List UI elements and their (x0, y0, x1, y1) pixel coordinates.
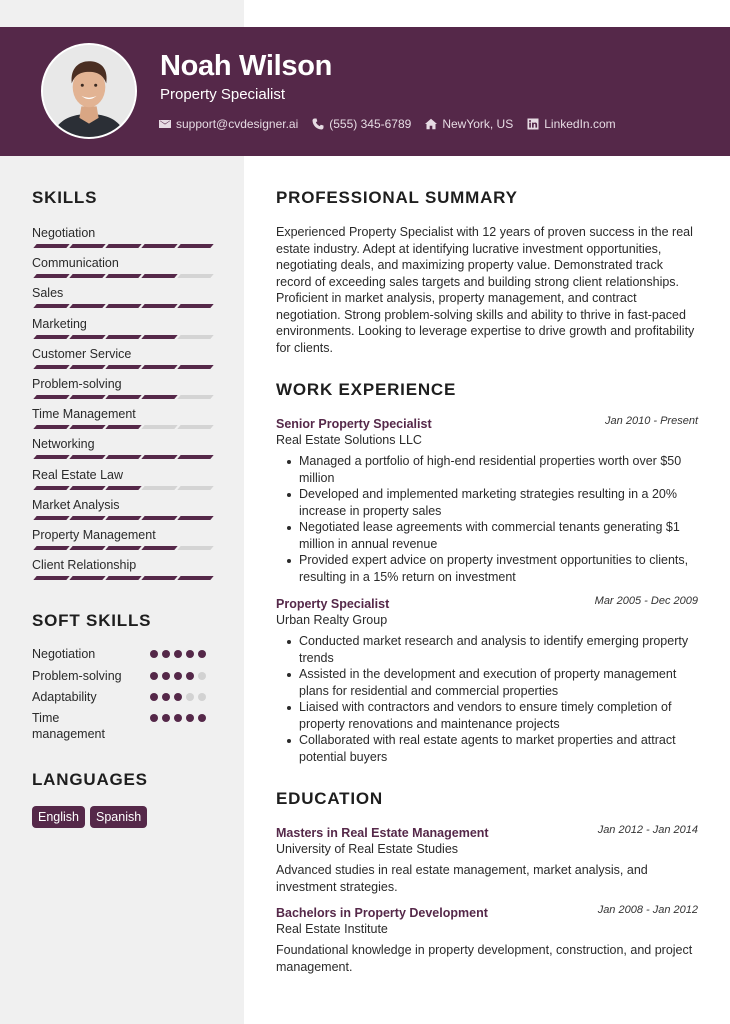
degree-title: Bachelors in Property Development (276, 906, 488, 920)
skill-level-segment (177, 425, 213, 429)
skill-level-bar (32, 486, 212, 490)
job-bullet: Collaborated with real estate agents to market properties and attract potential buyers (284, 732, 699, 765)
skill-level-segment (33, 244, 69, 248)
skill-level-segment (141, 335, 177, 339)
skill-level-bar (32, 304, 212, 308)
skill-level-segment (141, 516, 177, 520)
skill-level-segment (33, 395, 69, 399)
rating-dot (162, 650, 170, 658)
candidate-name: Noah Wilson (160, 50, 333, 82)
skill-level-segment (69, 365, 105, 369)
skill-item (32, 346, 212, 362)
skill-level-segment (69, 274, 105, 278)
rating-dot (150, 650, 158, 658)
language-badge: Spanish (90, 806, 147, 828)
skill-level-segment (105, 546, 141, 550)
skill-level-segment (33, 486, 69, 490)
degree-date: Jan 2008 - Jan 2012 (597, 904, 698, 916)
rating-dot (162, 672, 170, 680)
home-icon (425, 118, 437, 130)
skill-name: Time Management (32, 407, 136, 422)
rating-dot (186, 650, 194, 658)
skill-level-bar (32, 425, 212, 429)
skill-item (32, 406, 212, 422)
skill-level-segment (105, 395, 141, 399)
rating-dot (174, 650, 182, 658)
contact-email[interactable] (159, 117, 298, 131)
job-date: Mar 2005 - Dec 2009 (594, 595, 698, 607)
skill-level-segment (177, 274, 213, 278)
rating-dot (150, 693, 158, 701)
skill-name: Customer Service (32, 346, 132, 361)
degree-date: Jan 2012 - Jan 2014 (597, 824, 698, 836)
skill-name: Negotiation (32, 226, 96, 240)
skill-level-segment (105, 244, 141, 248)
job-bullet: Assisted in the development and execution of property management plans for residential and commercial properties (284, 666, 699, 699)
rating-dot (174, 714, 182, 722)
skill-level-bar (32, 365, 212, 369)
skill-level-segment (105, 455, 141, 459)
skill-level-segment (177, 395, 213, 399)
skill-level-segment (141, 395, 177, 399)
soft-skill-item (32, 689, 212, 705)
skill-level-segment (177, 335, 213, 339)
skill-name: Client Relationship (32, 558, 137, 573)
skill-level-segment (105, 425, 141, 429)
contact-location (425, 117, 513, 131)
candidate-role: Property Specialist (160, 86, 286, 103)
skill-level-segment (141, 546, 177, 550)
rating-dot (198, 693, 206, 701)
languages-list (32, 806, 152, 828)
skill-item (32, 225, 212, 241)
skill-level-segment (177, 516, 213, 520)
experience-heading: WORK EXPERIENCE (276, 380, 457, 399)
job-bullet: Developed and implemented marketing strategies resulting in a 20% increase in property sales (284, 486, 699, 519)
contact-email-text: support@cvdesigner.ai (176, 117, 299, 131)
rating-dot (150, 672, 158, 680)
degree-title: Masters in Real Estate Management (276, 826, 489, 840)
skill-item (32, 436, 212, 452)
skill-item (32, 557, 212, 573)
soft-skills-heading: SOFT SKILLS (32, 611, 152, 630)
rating-dot (198, 714, 206, 722)
skill-level-segment (141, 365, 177, 369)
skill-name: Real Estate Law (32, 467, 124, 482)
job-date: Jan 2010 - Present (605, 415, 698, 427)
skill-level-segment (33, 576, 69, 580)
skill-level-segment (69, 516, 105, 520)
skill-level-segment (69, 304, 105, 308)
soft-skill-item (32, 710, 212, 742)
envelope-icon (159, 118, 171, 130)
skill-level-segment (33, 335, 69, 339)
skill-level-segment (33, 304, 69, 308)
job-bullet: Conducted market research and analysis to identify emerging property trends (284, 633, 699, 666)
rating-dot (186, 714, 194, 722)
skill-level-segment (33, 546, 69, 550)
skill-level-segment (177, 365, 213, 369)
skill-level-segment (105, 335, 141, 339)
skill-level-segment (105, 365, 141, 369)
soft-skill-name: Adaptability (32, 690, 97, 704)
rating-dot (162, 693, 170, 701)
skill-name: Problem-solving (32, 377, 122, 391)
soft-skill-name: Problem-solving (32, 669, 122, 683)
skill-level-segment (69, 546, 105, 550)
rating-dot (174, 693, 182, 701)
contact-phone[interactable] (312, 117, 411, 131)
skill-level-segment (105, 576, 141, 580)
degree-description: Advanced studies in real estate management, market analysis, and investment strategies. (276, 863, 648, 894)
skill-name: Property Management (32, 528, 156, 542)
skill-level-segment (33, 455, 69, 459)
skill-level-segment (105, 486, 141, 490)
contact-location-text: NewYork, US (442, 117, 514, 131)
skill-name: Market Analysis (32, 497, 120, 512)
contact-list (159, 117, 630, 131)
contact-linkedin[interactable] (527, 117, 615, 131)
skill-level-segment (33, 365, 69, 369)
languages-heading: LANGUAGES (32, 770, 148, 789)
soft-skill-item (32, 646, 212, 662)
skill-name: Communication (32, 256, 119, 271)
skills-heading: SKILLS (32, 188, 98, 207)
skill-level-bar (32, 244, 212, 248)
skill-level-segment (177, 486, 213, 490)
skill-level-bar (32, 274, 212, 278)
skill-level-segment (177, 304, 213, 308)
skill-item (32, 497, 212, 513)
skill-level-segment (69, 335, 105, 339)
skill-item (32, 527, 212, 543)
soft-skill-rating (150, 714, 210, 722)
skill-item (32, 255, 212, 271)
job-title: Property Specialist (276, 597, 390, 611)
language-badge: English (32, 806, 85, 828)
skill-level-segment (33, 274, 69, 278)
skill-level-segment (105, 274, 141, 278)
education-heading: EDUCATION (276, 789, 383, 808)
skill-level-segment (69, 425, 105, 429)
avatar (41, 43, 137, 139)
skill-level-bar (32, 516, 212, 520)
skill-level-segment (105, 516, 141, 520)
skill-item (32, 316, 212, 332)
skill-item (32, 467, 212, 483)
job-title: Senior Property Specialist (276, 417, 432, 431)
rating-dot (186, 672, 194, 680)
job-bullet: Provided expert advice on property investment opportunities to clients, resulting in a 15% return on investment (284, 552, 699, 585)
contact-phone-text: (555) 345-6789 (329, 117, 412, 131)
skill-level-segment (141, 425, 177, 429)
skill-level-segment (177, 546, 213, 550)
job-bullet: Managed a portfolio of high-end residential properties worth over $50 million (284, 453, 699, 486)
rating-dot (150, 714, 158, 722)
soft-skill-rating (150, 672, 210, 680)
soft-skill-item (32, 668, 212, 684)
skill-level-segment (141, 576, 177, 580)
skill-level-segment (177, 455, 213, 459)
skill-level-segment (33, 516, 69, 520)
skill-name: Networking (32, 437, 95, 452)
skill-name: Marketing (32, 316, 87, 331)
skill-level-segment (69, 455, 105, 459)
contact-linkedin-text: LinkedIn.com (544, 117, 616, 131)
rating-dot (198, 650, 206, 658)
skill-level-segment (69, 486, 105, 490)
skill-level-segment (141, 274, 177, 278)
rating-dot (162, 714, 170, 722)
soft-skill-rating (150, 650, 210, 658)
job-bullet: Negotiated lease agreements with commercial tenants generating $1 million in annual revenue (284, 519, 699, 552)
rating-dot (198, 672, 206, 680)
skill-level-bar (32, 576, 212, 580)
job-bullets (284, 633, 699, 765)
skill-level-segment (33, 425, 69, 429)
phone-icon (312, 118, 324, 130)
skill-name: Sales (32, 286, 64, 301)
summary-text: Experienced Property Specialist with 12 years of proven success in the real estate industry. Adept at identifying lucrative investment opportunities, negotiating deals, and maximizing property value. Demonstrated track record of exceeding sales targets and building strong client relationships. Proficient in market analysis, property management, and contract negotiation. Strong problem-solving skills and ability to thrive in fast-paced environments. Looking to leverage expertise to drive growth and profitability for clients. (276, 225, 695, 355)
skill-level-segment (69, 395, 105, 399)
skill-level-segment (69, 244, 105, 248)
school-name: Real Estate Institute (276, 922, 388, 936)
summary-heading: PROFESSIONAL SUMMARY (276, 188, 518, 207)
skill-level-segment (177, 576, 213, 580)
soft-skill-name: Time management (32, 711, 105, 741)
soft-skill-rating (150, 693, 210, 701)
skill-level-segment (141, 455, 177, 459)
skill-item (32, 376, 212, 392)
skill-level-segment (141, 244, 177, 248)
skill-level-bar (32, 395, 212, 399)
degree-description: Foundational knowledge in property development, construction, and project management. (276, 943, 693, 974)
skill-level-segment (69, 576, 105, 580)
skill-level-segment (141, 304, 177, 308)
skill-level-segment (141, 486, 177, 490)
skill-level-bar (32, 455, 212, 459)
skill-level-bar (32, 335, 212, 339)
soft-skill-name: Negotiation (32, 647, 96, 661)
skill-item (32, 285, 212, 301)
skill-level-segment (105, 304, 141, 308)
job-company: Urban Realty Group (276, 613, 388, 627)
school-name: University of Real Estate Studies (276, 842, 459, 856)
skill-level-bar (32, 546, 212, 550)
rating-dot (174, 672, 182, 680)
job-company: Real Estate Solutions LLC (276, 433, 422, 447)
job-bullet: Liaised with contractors and vendors to ensure timely completion of property renovations and maintenance projects (284, 699, 699, 732)
linkedin-icon (527, 118, 539, 130)
job-bullets (284, 453, 699, 585)
profile-photo (43, 45, 135, 137)
skill-level-segment (177, 244, 213, 248)
rating-dot (186, 693, 194, 701)
